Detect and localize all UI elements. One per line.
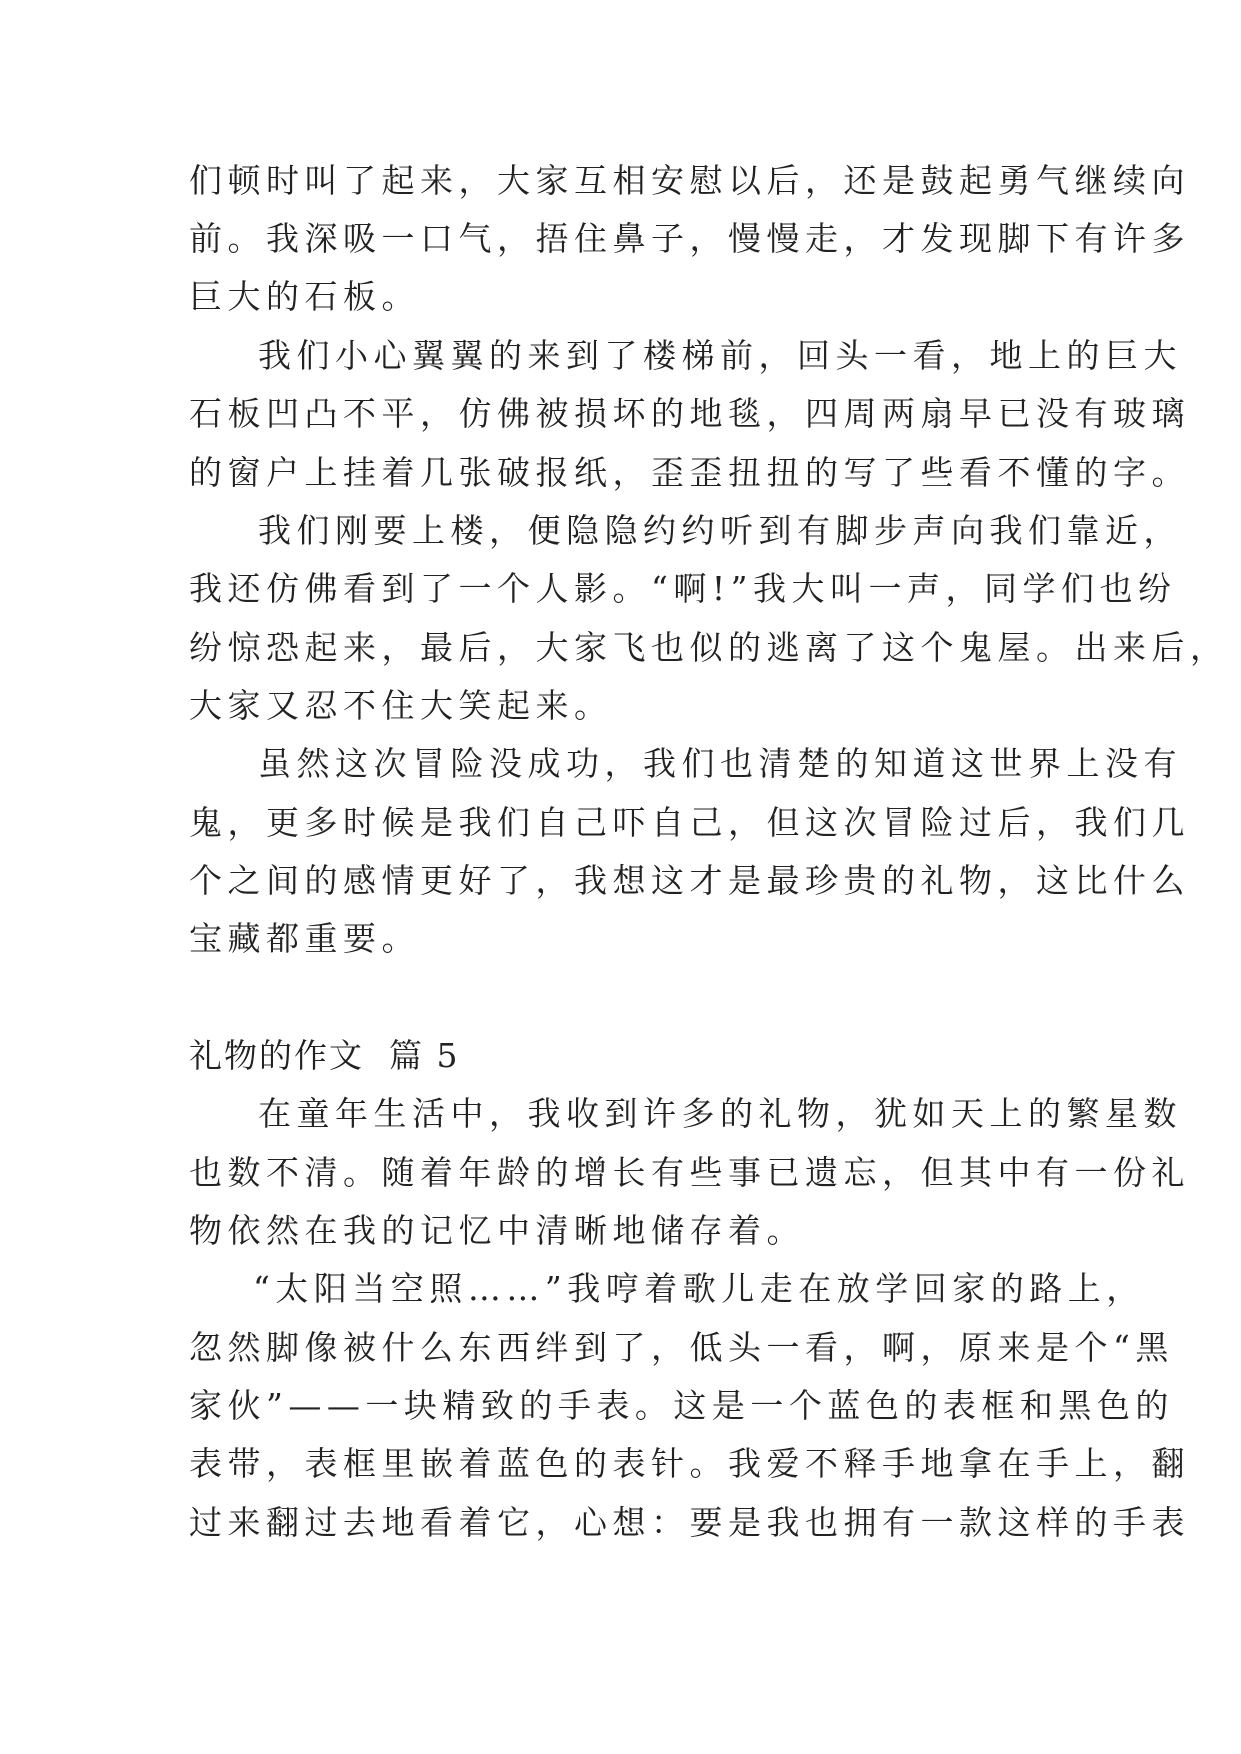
text-line: 巨大的石板。 <box>189 277 420 316</box>
text-line: 石板凹凸不平，仿佛被损坏的地毯，四周两扇早已没有玻璃 <box>189 394 1190 433</box>
section-heading: 礼物的作文 篇 5 <box>189 1036 460 1075</box>
text-line: 家伙”——一块精致的手表。这是一个蓝色的表框和黑色的 <box>189 1386 1174 1425</box>
text-line: 宝藏都重要。 <box>189 919 420 958</box>
text-line: 的窗户上挂着几张破报纸，歪歪扭扭的写了些看不懂的字。 <box>189 453 1190 492</box>
paragraph-start-line: 我们小心翼翼的来到了楼梯前，回头一看，地上的巨大 <box>258 336 1182 375</box>
text-line: 我还仿佛看到了一个人影。“啊!”我大叫一声，同学们也纷 <box>189 569 1177 608</box>
text-line: 过来翻过去地看着它，心想：要是我也拥有一款这样的手表 <box>189 1503 1190 1542</box>
text-line: 表带，表框里嵌着蓝色的表针。我爱不释手地拿在手上，翻 <box>189 1444 1190 1483</box>
paragraph-start-line: 虽然这次冒险没成功，我们也清楚的知道这世界上没有 <box>258 744 1182 783</box>
text-line: 纷惊恐起来，最后，大家飞也似的逃离了这个鬼屋。出来后， <box>189 628 1229 667</box>
text-line: 们顿时叫了起来，大家互相安慰以后，还是鼓起勇气继续向 <box>189 161 1190 200</box>
text-line: 也数不清。随着年龄的增长有些事已遗忘，但其中有一份礼 <box>189 1153 1190 1192</box>
text-line: 个之间的感情更好了，我想这才是最珍贵的礼物，这比什么 <box>189 861 1190 900</box>
text-line: 鬼，更多时候是我们自己吓自己，但这次冒险过后，我们几 <box>189 803 1190 842</box>
paragraph-start-line: 我们刚要上楼，便隐隐约约听到有脚步声向我们靠近， <box>258 511 1182 550</box>
paragraph-start-line: 在童年生活中，我收到许多的礼物，犹如天上的繁星数 <box>258 1094 1182 1133</box>
text-line: 前。我深吸一口气，捂住鼻子，慢慢走，才发现脚下有许多 <box>189 219 1190 258</box>
text-line: 忽然脚像被什么东西绊到了，低头一看，啊，原来是个“黑 <box>189 1328 1174 1367</box>
paragraph-start-line: “太阳当空照……”我哼着歌儿走在放学回家的路上， <box>253 1269 1145 1308</box>
text-line: 物依然在我的记忆中清晰地储存着。 <box>189 1211 805 1250</box>
text-line: 大家又忍不住大笑起来。 <box>189 686 613 725</box>
